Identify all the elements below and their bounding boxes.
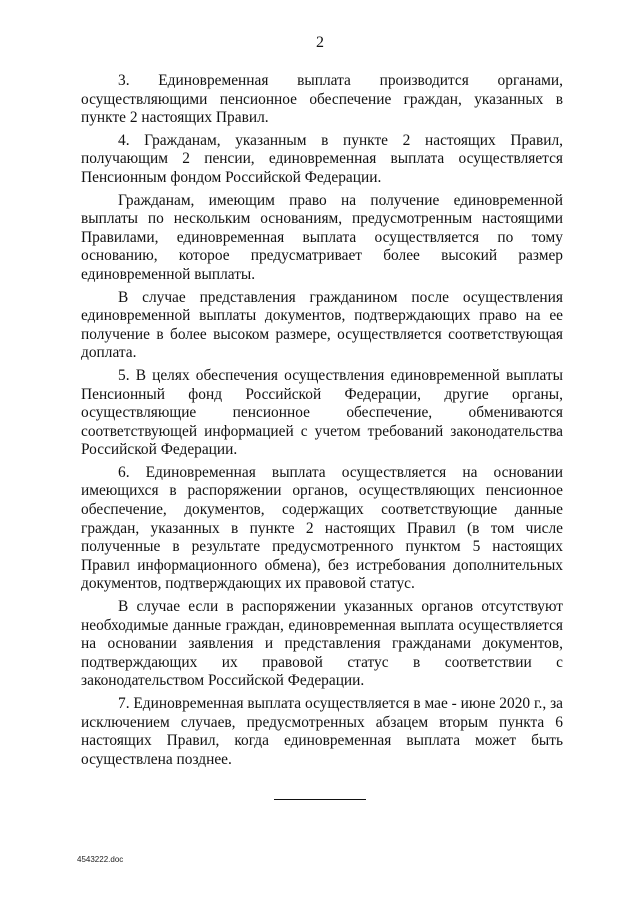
paragraph-item-4-surcharge: В случае представления гражданином после осуществления единовременной выплаты документов, подтверждающих право на ее получение в более высоком размере, осуществляется соответствующая доплата. xyxy=(81,288,563,362)
paragraph-item-7: 7. Единовременная выплата осуществляется в мае - июне 2020 г., за исключением случаев, предусмотренных абзацем вторым пункта 6 настоящих Правил, когда единовременная выплата может быть осуществлена позднее. xyxy=(81,695,563,768)
document-body xyxy=(81,72,563,773)
paragraph-item-4-multiple-grounds: Гражданам, имеющим право на получение единовременной выплаты по нескольким основаниям, предусмотренным настоящими Правилами, единовременная выплата осуществляется по тому основанию, которое предусматривает более высокий размер единовременной выплаты. xyxy=(81,191,563,283)
paragraph-item-5: 5. В целях обеспечения осуществления единовременной выплаты Пенсионный фонд Российской Федерации, другие органы, осуществляющие пенсионное обеспечение, обмениваются соответствующей информацией с учетом требований законодательства Российской Федерации. xyxy=(81,366,563,459)
paragraph-item-6-missing-data: В случае если в распоряжении указанных органов отсутствуют необходимые данные граждан, единовременная выплата осуществляется на основании заявления и представления гражданами документов, подтверждающих их правовой статус в соответствии с законодательством Российской Федерации. xyxy=(81,598,563,690)
paragraph-item-3: 3. Единовременная выплата производится органами, осуществляющими пенсионное обеспечение граждан, указанных в пункте 2 настоящих Правил. xyxy=(81,72,563,127)
paragraph-item-6: 6. Единовременная выплата осуществляется на основании имеющихся в распоряжении органов, осуществляющих пенсионное обеспечение, документов, содержащих соответствующие данные граждан, указанных в пункте 2 настоящих Правил (в том числе полученные в результате предусмотренного пунктом 5 настоящих Правил информационного обмена), без истребования дополнительных документов, подтверждающих их правовой статус. xyxy=(81,463,563,593)
page-number: 2 xyxy=(316,34,324,51)
paragraph-item-4: 4. Гражданам, указанным в пункте 2 настоящих Правил, получающим 2 пенсии, единовременная выплата осуществляется Пенсионным фондом Российской Федерации. xyxy=(81,131,563,186)
footer-filename: 4543222.doc xyxy=(77,855,124,864)
end-divider xyxy=(274,799,366,800)
